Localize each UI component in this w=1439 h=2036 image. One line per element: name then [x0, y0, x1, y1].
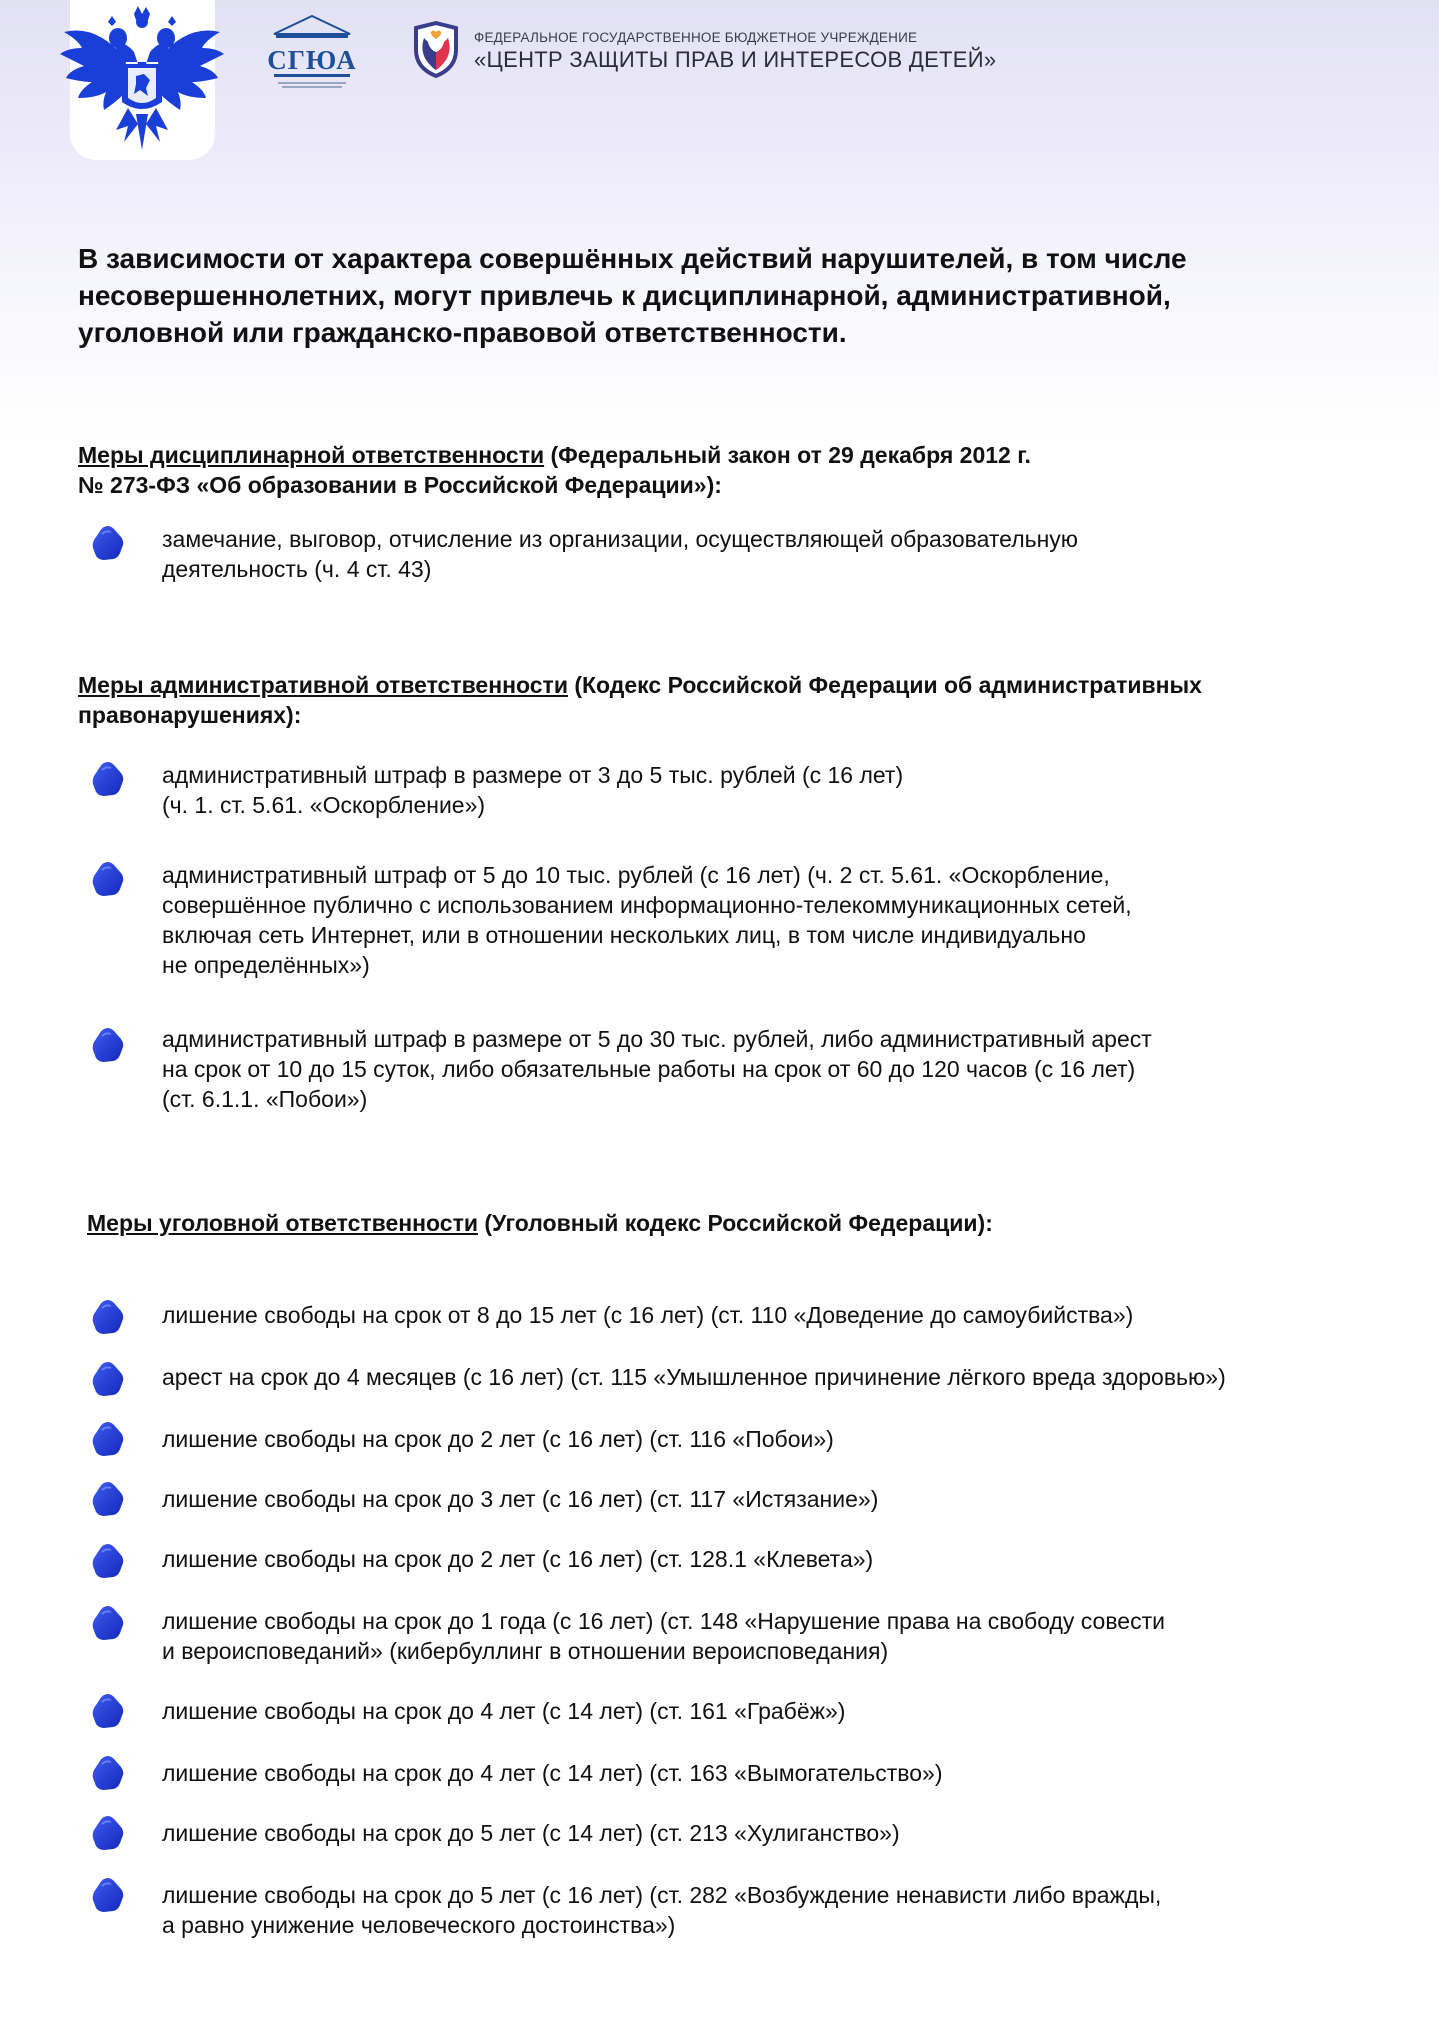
list-item-line: лишение свободы на срок до 5 лет (с 16 лет) (ст. 282 «Возбуждение ненависти либо вражды,: [162, 1882, 1162, 1908]
list-item: [162, 1606, 1165, 1666]
list-item: [162, 1544, 873, 1574]
list-item-line: лишение свободы на срок до 4 лет (с 14 лет) (ст. 163 «Вымогательство»): [162, 1760, 943, 1786]
diamond-bullet-icon: [90, 760, 126, 798]
organization-line2: «ЦЕНТР ЗАЩИТЫ ПРАВ И ИНТЕРЕСОВ ДЕТЕЙ»: [474, 47, 997, 72]
administrative-title-rest: (Кодекс Российской Федерации об административных: [567, 672, 1202, 698]
list-item: [162, 524, 1078, 584]
list-item-line: (ст. 6.1.1. «Побои»): [162, 1086, 368, 1112]
list-item-line: деятельность (ч. 4 ст. 43): [162, 556, 432, 582]
list-item: [162, 1818, 900, 1848]
header: [0, 0, 1439, 170]
diamond-bullet-icon: [90, 1026, 126, 1064]
list-item-line: лишение свободы на срок до 4 лет (с 14 лет) (ст. 161 «Грабёж»): [162, 1698, 846, 1724]
organization-line1: ФЕДЕРАЛЬНОЕ ГОСУДАРСТВЕННОЕ БЮДЖЕТНОЕ УЧРЕЖДЕНИЕ: [474, 30, 918, 45]
list-item: [162, 1696, 845, 1726]
list-item-line: лишение свободы на срок до 1 года (с 16 лет) (ст. 148 «Нарушение права на свободу совести: [162, 1608, 1165, 1634]
list-item-line: лишение свободы на срок до 2 лет (с 16 лет) (ст. 128.1 «Клевета»): [162, 1546, 874, 1572]
list-item-line: (ч. 1. ст. 5.61. «Оскорбление»): [162, 792, 486, 818]
list-item-line: административный штраф в размере от 5 до 30 тыс. рублей, либо административный арест: [162, 1026, 1152, 1052]
list-item: [162, 1362, 1226, 1392]
list-item: [162, 1880, 1161, 1940]
list-item-line: лишение свободы на срок до 3 лет (с 16 лет) (ст. 117 «Истязание»): [162, 1486, 879, 1512]
list-item: [162, 1484, 878, 1514]
list-item-line: административный штраф в размере от 3 до 5 тыс. рублей (с 16 лет): [162, 762, 904, 788]
intro-paragraph: [78, 240, 1378, 351]
list-item-line: лишение свободы на срок до 5 лет (с 14 лет) (ст. 213 «Хулиганство»): [162, 1820, 900, 1846]
sgua-logo-text: СГЮА: [267, 45, 357, 75]
list-item-line: лишение свободы на срок до 2 лет (с 16 лет) (ст. 116 «Побои»): [162, 1426, 834, 1452]
criminal-section-title: [87, 1208, 993, 1238]
diamond-bullet-icon: [90, 860, 126, 898]
sgua-logo: [262, 12, 362, 92]
list-item-line: замечание, выговор, отчисление из организации, осуществляющей образовательную: [162, 526, 1079, 552]
diamond-bullet-icon: [90, 1814, 126, 1852]
list-item: [162, 1758, 943, 1788]
diamond-bullet-icon: [90, 1876, 126, 1914]
disciplinary-title-rest: (Федеральный закон от 29 декабря 2012 г.: [544, 442, 1031, 468]
diamond-bullet-icon: [90, 1604, 126, 1642]
list-item-line: административный штраф от 5 до 10 тыс. рублей (с 16 лет) (ч. 2 ст. 5.61. «Оскорбление,: [162, 862, 1110, 888]
diamond-bullet-icon: [90, 1420, 126, 1458]
diamond-bullet-icon: [90, 1298, 126, 1336]
disciplinary-title-underlined: Меры дисциплинарной ответственности: [78, 442, 545, 468]
administrative-section-title: [78, 670, 1202, 730]
diamond-bullet-icon: [90, 1360, 126, 1398]
diamond-bullet-icon: [90, 1754, 126, 1792]
diamond-bullet-icon: [90, 524, 126, 562]
list-item: [162, 860, 1132, 980]
intro-line: уголовной или гражданско-правовой ответственности.: [78, 317, 847, 348]
list-item-line: на срок от 10 до 15 суток, либо обязательные работы на срок от 60 до 120 часов (с 16 лет): [162, 1056, 1136, 1082]
list-item: [162, 1024, 1152, 1114]
list-item-line: включая сеть Интернет, или в отношении нескольких лиц, в том числе индивидуально: [162, 922, 1086, 948]
diamond-bullet-icon: [90, 1542, 126, 1580]
disciplinary-title-line2: № 273-ФЗ «Об образовании в Российской Федерации»):: [78, 472, 722, 498]
eagle-emblem-icon: [58, 4, 226, 154]
list-item-line: арест на срок до 4 месяцев (с 16 лет) (ст. 115 «Умышленное причинение лёгкого вреда здоровью»): [162, 1364, 1226, 1390]
disciplinary-section-title: [78, 440, 1031, 500]
list-item-line: совершённое публично с использованием информационно-телекоммуникационных сетей,: [162, 892, 1132, 918]
diamond-bullet-icon: [90, 1692, 126, 1730]
organization-name: [474, 30, 1034, 74]
hands-heart-shield-icon: [410, 20, 462, 78]
list-item-line: не определённых»): [162, 952, 370, 978]
intro-line: несовершеннолетних, могут привлечь к дисциплинарной, административной,: [78, 280, 1171, 311]
list-item: [162, 1424, 834, 1454]
list-item-line: и вероисповеданий» (кибербуллинг в отношении вероисповедания): [162, 1638, 889, 1664]
administrative-title-underlined: Меры административной ответственности: [78, 672, 568, 698]
list-item-line: а равно унижение человеческого достоинства»): [162, 1912, 676, 1938]
intro-line: В зависимости от характера совершённых действий нарушителей, в том числе: [78, 243, 1187, 274]
list-item: [162, 760, 903, 820]
administrative-title-line2: правонарушениях):: [78, 702, 302, 728]
diamond-bullet-icon: [90, 1480, 126, 1518]
list-item: [162, 1300, 1133, 1330]
criminal-title-underlined: Меры уголовной ответственности: [87, 1210, 478, 1236]
criminal-title-rest: (Уголовный кодекс Российской Федерации):: [477, 1210, 993, 1236]
list-item-line: лишение свободы на срок от 8 до 15 лет (с 16 лет) (ст. 110 «Доведение до самоубийства»): [162, 1302, 1134, 1328]
